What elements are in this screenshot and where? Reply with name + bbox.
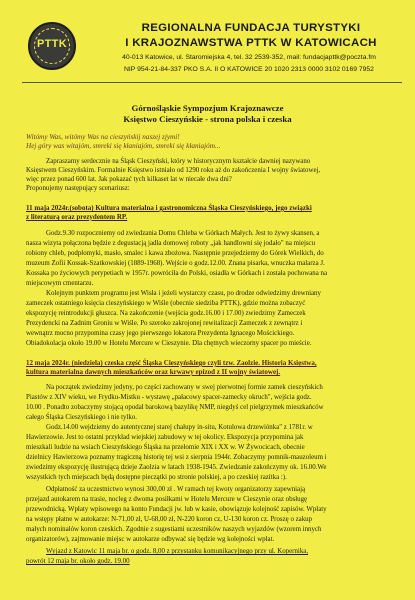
section2-line: organizatorów), zajmowanie miejsc w autokarze odbywać się będzie wg kolejności wpłat. <box>26 536 275 543</box>
letterhead <box>0 0 415 78</box>
section2-line: 10.00 . Ponadto zobaczymy stojącą opodal barokową bazylikę NMP, niegdyś cel pielgrzymek mieszkańców <box>26 404 324 411</box>
section1-line: Prezydencki na Zadnim Groniu w Wiśle. Po szeroko zakrojonej rewitalizacji Zameczek z zewnątrz i <box>26 320 303 327</box>
section1-heading-cont: z literaturą oraz prezydentem RP. <box>26 213 128 221</box>
section2-line: na wstępy płatne w autokarze: N-71,00 zł, U-68,00 zł, N-220 koron cz, U-130 koron cz. Proszę o zakup <box>26 516 313 523</box>
section2-line: całego Śląska Cieszyńskiego i nie tylko. <box>26 414 137 421</box>
section1-line: Obiadokolacja około 19.00 w Hotelu Mercure w Cieszynie. Dla chętnych wieczorny spacer po mieście. <box>26 340 312 347</box>
section2-line: Godz.14.00 wejdziemy do autentycznej starej chałupy in-situ, Kotulowa drzewiónka" z 1781r. w <box>46 424 313 431</box>
section1-heading: 11 maja 2024r.(sobota) Kultura materialna i gastronomiczna Śląska Cieszyńskiego, jego związki <box>26 204 312 212</box>
section1-line: Kolejnym punktem programu jest Wisła i jeżeli wystarczy czasu, po drodze odwiedzimy drewniany <box>46 290 321 297</box>
return-line: powrót 12 maja br. około godz. 19.00 <box>26 558 130 565</box>
section2-line: przejazd autokarem na trasie, nocleg z dwoma posiłkami w Hotelu Mercure w Cieszynie oraz obsługę <box>26 496 308 503</box>
org-name-line2: I KRAJOZNAWSTWA PTTK W KATOWICACH <box>125 37 377 49</box>
section1-line: Kossaka po życiowych perypetiach w 1957r. powróciła do Polski, osiadła w Górkach i została pochowana na <box>26 270 328 277</box>
greeting-line1: Witómy Was, witómy Was na cieszyńskij naszej zjymi! <box>26 133 180 141</box>
section2-line: zwiedzimy ekspozycję ilustrującą dzieje Zaolzia w latach 1938-1945. Zwiedzanie zakończymy ok. 16.00.We <box>26 464 327 471</box>
address-line1: 40-013 Katowice, ul. Staromiejska 4, tel. 32 2539-352, mail: fundacjapttk@poczta.fm <box>122 54 376 61</box>
document-title: Górnośląskie Sympozjum Krajoznawcze <box>131 103 284 113</box>
section2-line: małych nominałów koron czeskich. Zgodnie z sugestiami uczestników naszych wyjazdów (wzorem innych <box>26 526 322 533</box>
section2-line: wszystkich tych miejscach będą dostępne pieczątki po stronie polskiej, a po czeskiej razítka :). <box>26 474 287 481</box>
logo-text: PTTK <box>37 38 67 50</box>
section2-line: przewodnicką. Wpłaty wpisowego na konto Fundacji jw. lub w kasie, obowiązuje kolejność zapisów. Wpłaty <box>26 506 327 513</box>
section2-line: mieszkali ludzie na wsiach Cieszyńskiego Śląska na przełomie XIX i XX w. W Żywocicach, obecnie <box>26 444 305 451</box>
section1-line: muzeum Zofii Kossak-Szatkowskiej (1889-1968). Wejście o godz.12.00. Znana pisarka, wnuczka malarza J. <box>26 260 325 267</box>
greeting-line2: Hej góry was witajóm, smreki się kłaniajóm, smreki się kłaniajóm... <box>26 142 221 150</box>
section2-line: Na początek zwiedzimy jedyny, po części zachowany w swej pierwotnej formie zamek cieszyńskich <box>46 384 323 391</box>
section1-line: nasza wizyta połączona będzie z degustacją jadła domowej roboty „jak handlowni się jodało" na miejscu <box>26 240 316 247</box>
intro-line: Zapraszamy serdecznie na Śląsk Cieszyński, który w historycznym kształcie dawniej nazywano <box>46 158 311 165</box>
section1-line: robiony chleb, podpłomyki, masło, smalec i kawa zbożowa. Następnie przejedziemy do Górek Wielkich, do <box>26 250 324 257</box>
section1-line: Godz.9.30 rozpoczniemy od zwiedzania Domu Chleba w Górkach Małych. Jest to żywy skansen, a <box>46 230 320 237</box>
document-subtitle: Księstwo Cieszyńskie - strona polska i czeska <box>123 114 292 124</box>
section2-heading: 12 maja 2024r. (niedziela) czeska część Śląska Cieszyńskiego czyli tzw. Zaolzie. Historia Księstwa, <box>26 359 317 367</box>
section1-line: zameczek ostatniego księcia cieszyńskiego w Wiśle (obecnie siedziba PTTK), gdzie można zobaczyć <box>26 300 306 307</box>
section2-line: dzielnicy Hawierzowa poznamy tragiczną historię tej wsi z sierpnia 1944r. Zobaczymy pomnik-mauzoleum i <box>26 454 327 461</box>
address-line2: NIP 954-21-84-337 PKO S.A. II O KATOWICE 20 1020 2313 0000 3102 0169 7952 <box>124 66 374 73</box>
departure-line: Wyjazd z Katowic 11 maja br. o godz. 8,00 z przystanku komunikacyjnego przy ul. Kopernika, <box>46 548 309 555</box>
section2-heading-cont: kultura materialna dawnych mieszkańców oraz krwawy epizod z II wojny światowej. <box>26 368 281 376</box>
header-divider <box>22 82 402 83</box>
intro-line: więc przez ponad 600 lat. Jak pokazać tych kilkaset lat w niecałe dwa dni? <box>26 176 232 183</box>
intro-line: Proponujemy następujący scenariusz: <box>26 185 130 192</box>
section1-line: wewnątrz mocno przypomina czasy jego pierwszego lokatora Prezydenta Ignacego Mościckiego. <box>26 330 295 337</box>
section2-line: Hawierzowie. Jest to ostatni przykład wiejskiej zabudowy w tej okolicy. Ekspozycja przypomina jak <box>26 434 304 441</box>
intro-line: Księstwem Cieszyńskim. Formalnie Księstwo istniało od 1290 roku aż do zakończenia I wojny światowej, <box>26 167 321 174</box>
section1-line: miejscowym cmentarzu. <box>26 280 94 287</box>
section2-line: Piastów z XIV wieku, we Frydku-Mistku - wystawę „pałacowy spacer-zamecky okruch", wejścia godz. <box>26 394 312 401</box>
org-name-line1: REGIONALNA FUNDACJA TURYSTYKI <box>141 22 361 34</box>
section2-line: Odpłatność za uczestnictwo wynosi 300,00 zł . W ramach tej kwoty organizatorzy zapewniają <box>46 486 306 493</box>
section1-line: ekspozycję reintrodukcji głuszca. Na zakończenie (wejścia godz.16.00 i 17.00) zwiedzimy Zameczek <box>26 310 306 317</box>
pttk-logo-icon <box>28 22 76 70</box>
